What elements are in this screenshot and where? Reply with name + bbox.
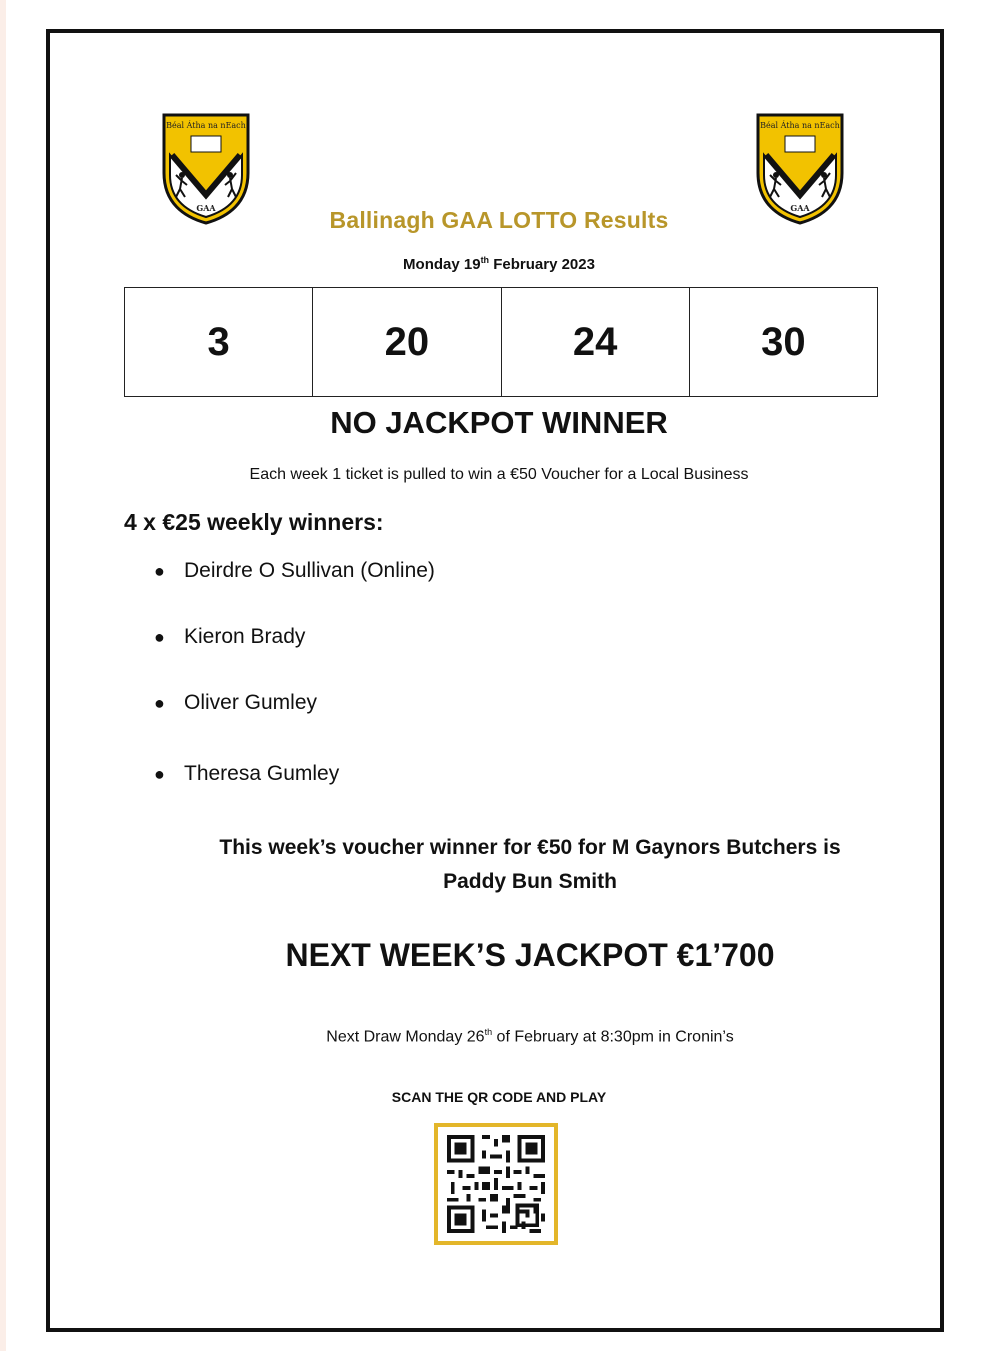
bullet-icon: ● <box>154 764 165 784</box>
crest-initials-right: GAA <box>790 203 810 213</box>
draw-date-suffix: th <box>480 255 490 265</box>
poster-frame <box>46 29 944 1332</box>
voucher-winner-name: Paddy Bun Smith <box>443 870 617 893</box>
winner-name: Oliver Gumley <box>184 691 318 714</box>
crest-motto-right: Béal Átha na nEach <box>760 121 840 130</box>
weekly-winners-heading: 4 x €25 weekly winners: <box>124 509 384 535</box>
winner-name: Kieron Brady <box>184 625 306 648</box>
draw-date-prefix: Monday 19 <box>403 256 481 273</box>
winner-name: Deirdre O Sullivan (Online) <box>184 559 435 582</box>
crest-initials-left: GAA <box>196 203 216 213</box>
winner-list-item <box>154 691 317 715</box>
next-jackpot: NEXT WEEK’S JACKPOT €1’700 <box>285 937 775 973</box>
bullet-icon: ● <box>154 561 165 581</box>
winner-list-item <box>154 762 339 786</box>
winning-number: 20 <box>313 288 501 396</box>
crest-motto-left: Béal Átha na nEach <box>166 121 246 130</box>
winner-name: Theresa Gumley <box>184 762 340 785</box>
winning-numbers <box>124 287 878 397</box>
jackpot-status: NO JACKPOT WINNER <box>330 405 668 440</box>
bullet-icon: ● <box>154 627 165 647</box>
winning-number: 24 <box>502 288 690 396</box>
scan-label: SCAN THE QR CODE AND PLAY <box>391 1089 607 1105</box>
voucher-note: Each week 1 ticket is pulled to win a €50 Voucher for a Local Business <box>249 466 749 483</box>
draw-date <box>50 255 948 273</box>
next-draw-rest: of February at 8:30pm in Cronin’s <box>492 1028 734 1046</box>
page-edge-strip <box>0 0 6 1351</box>
voucher-winner-line1: This week’s voucher winner for €50 for M Gaynors Butchers is <box>219 836 841 859</box>
lotto-title: Ballinagh GAA LOTTO Results <box>329 207 669 233</box>
next-draw-suffix: th <box>484 1027 493 1037</box>
winner-list-item <box>154 559 435 583</box>
bullet-icon: ● <box>154 693 165 713</box>
qr-code[interactable] <box>434 1123 558 1245</box>
winning-number: 3 <box>125 288 313 396</box>
winner-list-item <box>154 625 305 649</box>
voucher-winner <box>170 831 890 899</box>
draw-date-rest: February 2023 <box>489 256 595 273</box>
next-draw <box>240 1027 820 1046</box>
winning-number: 30 <box>761 319 806 364</box>
next-draw-prefix: Next Draw Monday 26 <box>326 1028 485 1046</box>
